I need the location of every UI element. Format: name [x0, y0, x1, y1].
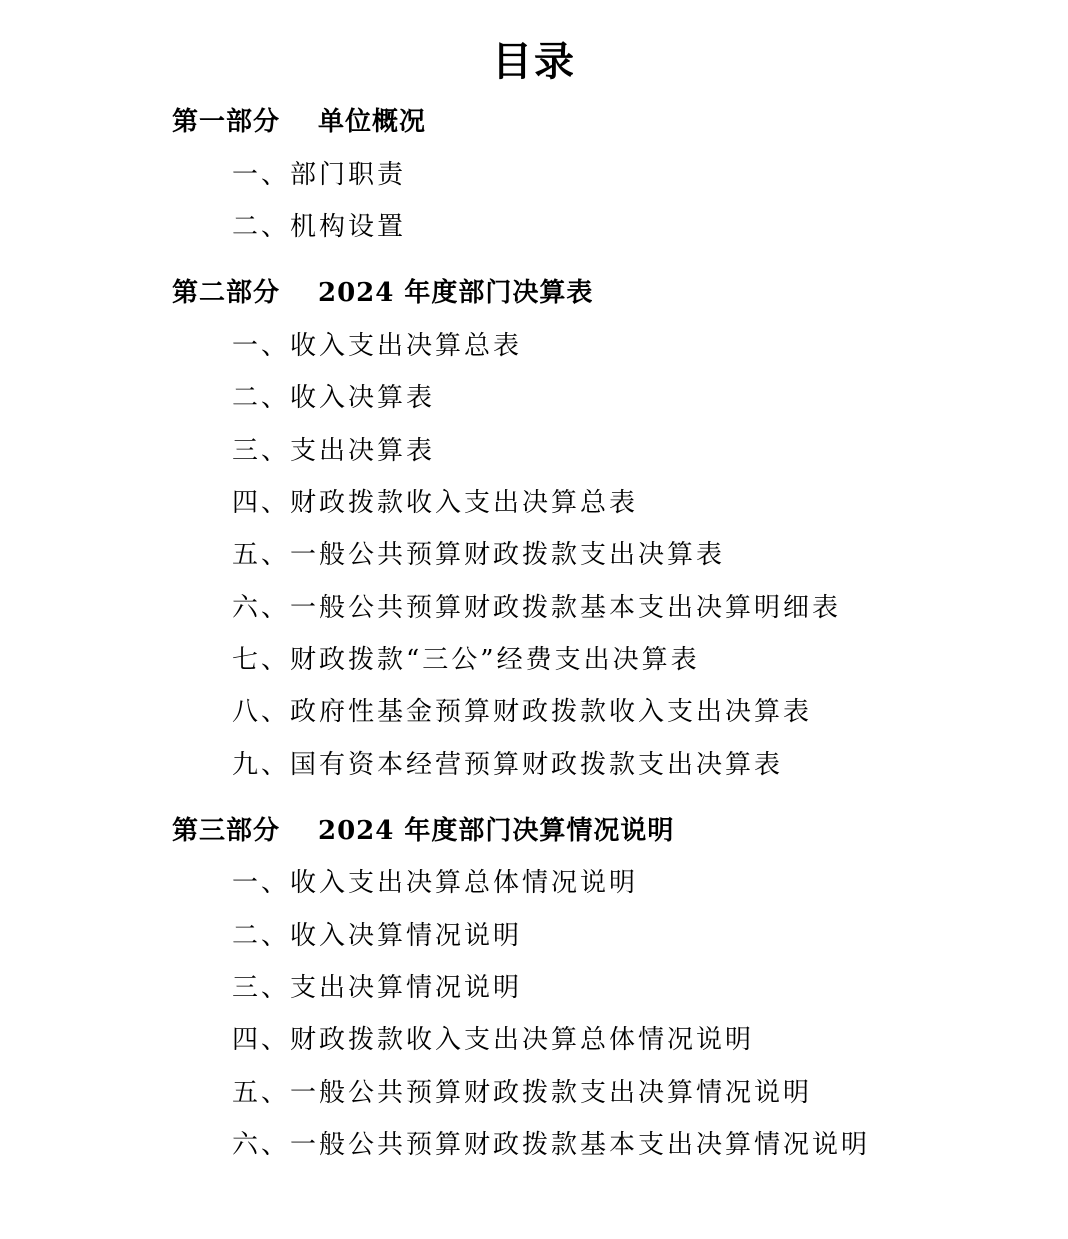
- toc-item: 五、一般公共预算财政拨款支出决算情况说明: [232, 1078, 813, 1108]
- section-heading-1: [172, 104, 426, 140]
- toc-item: 五、一般公共预算财政拨款支出决算表: [232, 540, 726, 570]
- section-name: 2024 年度部门决算情况说明: [318, 816, 675, 846]
- section-part-label: 第三部分: [172, 816, 281, 846]
- section-part-label: 第二部分: [172, 278, 281, 308]
- toc-item: 六、一般公共预算财政拨款基本支出决算情况说明: [232, 1130, 871, 1160]
- toc-item: 二、收入决算表: [232, 383, 436, 413]
- section-heading-3: [172, 813, 674, 849]
- toc-item: 二、收入决算情况说明: [232, 921, 523, 951]
- section-name: 2024 年度部门决算表: [318, 278, 594, 308]
- toc-item: 三、支出决算情况说明: [232, 973, 523, 1003]
- toc-item: 三、支出决算表: [232, 436, 436, 466]
- toc-item: 一、部门职责: [232, 160, 407, 190]
- toc-item: 四、财政拨款收入支出决算总体情况说明: [232, 1025, 755, 1055]
- section-heading-2: [172, 275, 593, 311]
- section-name: 单位概况: [318, 107, 427, 137]
- toc-item: 一、收入支出决算总表: [232, 331, 523, 361]
- page-title: 目录: [492, 39, 576, 85]
- toc-item: 六、一般公共预算财政拨款基本支出决算明细表: [232, 593, 842, 623]
- toc-item: 四、财政拨款收入支出决算总表: [232, 488, 639, 518]
- section-part-label: 第一部分: [172, 107, 281, 137]
- toc-item: 七、财政拨款“三公”经费支出决算表: [232, 645, 700, 675]
- toc-item: 二、机构设置: [232, 212, 407, 242]
- toc-item: 九、国有资本经营预算财政拨款支出决算表: [232, 750, 784, 780]
- toc-item: 一、收入支出决算总体情况说明: [232, 868, 639, 898]
- toc-item: 八、政府性基金预算财政拨款收入支出决算表: [232, 697, 813, 727]
